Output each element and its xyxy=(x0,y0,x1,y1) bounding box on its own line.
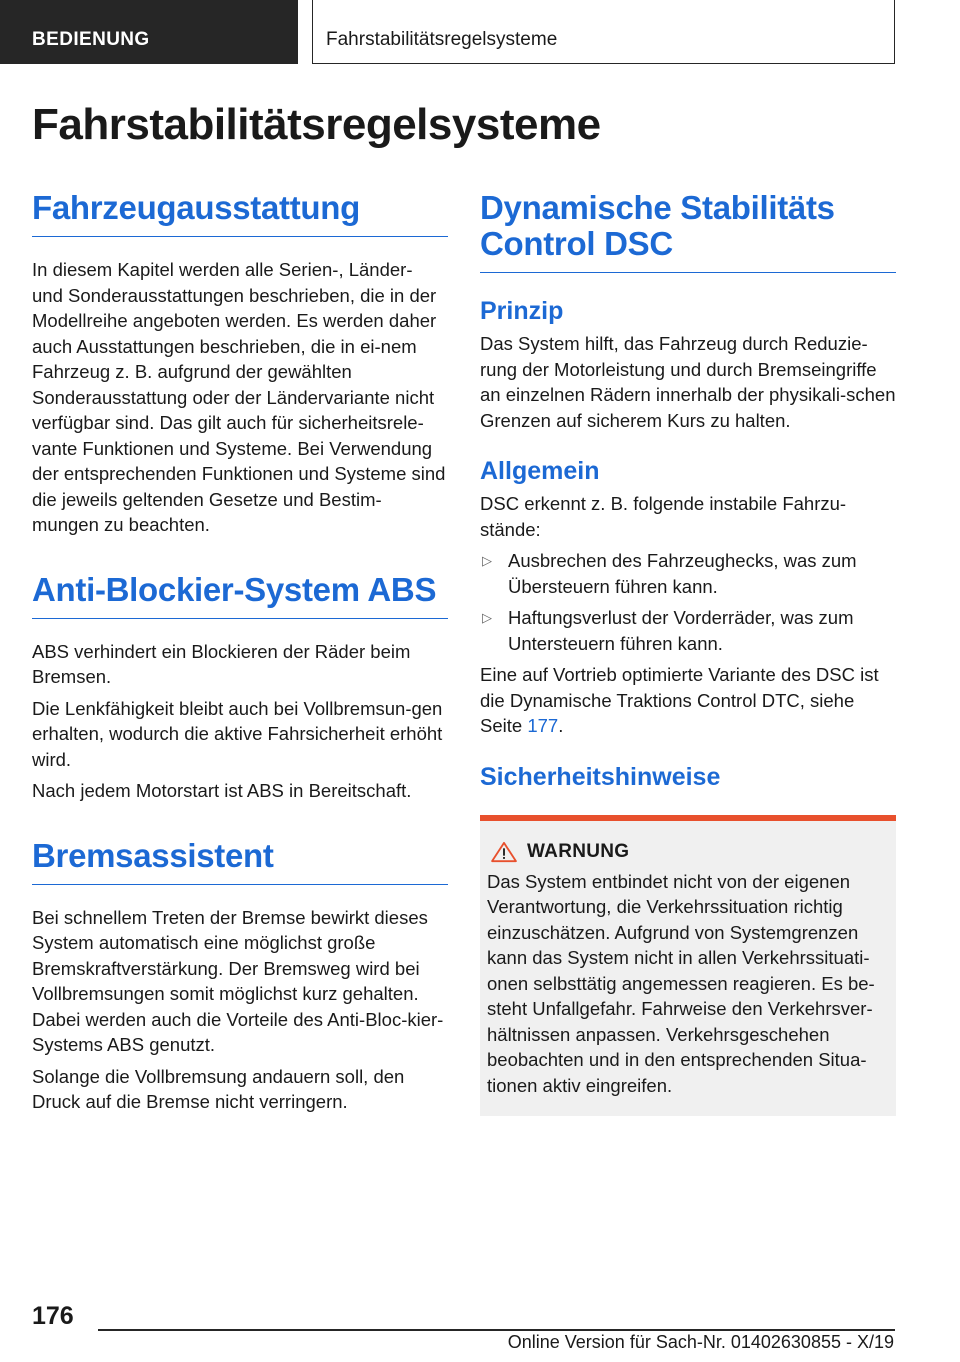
paragraph-abs-2: Die Lenkfähigkeit bleibt auch bei Vollbremsun-gen erhalten, wodurch die aktive Fahrsicherheit erhöht wird. xyxy=(32,697,443,770)
right-column xyxy=(480,190,896,1116)
triangle-bullet-icon: ▷ xyxy=(482,553,492,568)
header-section-tab: BEDIENUNG xyxy=(0,0,298,64)
heading-abs: Anti-Blockier-System ABS xyxy=(32,572,448,619)
paragraph-bremsassistent-2: Solange die Vollbremsung andauern soll, den Druck auf die Bremse nicht verringern. xyxy=(32,1065,405,1112)
heading-allgemein: Allgemein xyxy=(480,457,600,485)
section-abs xyxy=(32,572,448,804)
warning-title: WARNUNG xyxy=(527,840,630,862)
warning-header xyxy=(487,841,888,863)
heading-dsc: Dynamische Stabilitäts Control DSC xyxy=(480,190,896,273)
list-item xyxy=(480,605,896,656)
footer-divider xyxy=(98,1329,895,1331)
list-item xyxy=(480,548,896,599)
page-link-177[interactable]: 177 xyxy=(527,715,559,736)
dtc-text-end: . xyxy=(558,715,564,736)
paragraph-abs-1: ABS verhindert ein Blockieren der Räder beim Bremsen. xyxy=(32,640,411,687)
dtc-text: Eine auf Vortrieb optimierte Variante des DSC ist die Dynamische Traktions Control DTC, siehe Seite xyxy=(480,664,879,736)
paragraph-fahrzeugausstattung: In diesem Kapitel werden alle Serien-, Länder- und Sonderausstattungen beschrieben, die in der Modellreihe angeboten werden. Es werden daher auch Ausstattungen beschrieben, die in ei-nem Fahrzeug z. B. aufgrund der gewählten Sonderausstattung oder der Ländervariante nicht verfügbar sind. Das gilt auch für sicherheitsrele-vante Funktionen und Systeme. Bei Verwendung der entsprechenden Funktionen und Systeme sind die jeweils geltenden Gesetze und Bestim-mungen zu beachten. xyxy=(32,259,446,535)
page-title: Fahrstabilitätsregelsysteme xyxy=(32,100,601,149)
paragraph-abs-3: Nach jedem Motorstart ist ABS in Bereitschaft. xyxy=(32,780,412,801)
heading-fahrzeugausstattung: Fahrzeugausstattung xyxy=(32,190,448,237)
paragraph-dtc xyxy=(480,662,896,739)
triangle-bullet-icon: ▷ xyxy=(482,610,492,625)
list-item-text: Ausbrechen des Fahrzeughecks, was zum Übersteuern führen kann. xyxy=(508,550,857,597)
page-number: 176 xyxy=(32,1302,74,1330)
section-fahrzeugausstattung xyxy=(32,190,448,538)
section-dsc xyxy=(480,190,896,791)
header-chapter-title: Fahrstabilitätsregelsysteme xyxy=(312,0,895,64)
footer-version-text: Online Version für Sach-Nr. 01402630855 - X/19 xyxy=(507,1332,894,1352)
section-bremsassistent xyxy=(32,838,448,1115)
warning-text: Das System entbindet nicht von der eigenen Verantwortung, die Verkehrssituation richtig einzuschätzen. Aufgrund von Systemgrenzen kann das System nicht in allen Verkehrssituati-onen selbsttätig angemessen reagieren. Es be-steht Unfallgefahr. Fahrweise den Verkehrsver-hältnissen anpassen. Verkehrsgeschehen beobachten und in den entsprechenden Situa-tionen aktiv eingreifen. xyxy=(487,870,875,1096)
heading-bremsassistent: Bremsassistent xyxy=(32,838,448,885)
heading-prinzip: Prinzip xyxy=(480,297,564,325)
paragraph-bremsassistent-1: Bei schnellem Treten der Bremse bewirkt dieses System automatisch eine möglichst große Bremskraftverstärkung. Der Bremsweg wird bei Vollbremsungen somit möglichst kurz gehalten. Dabei werden auch die Vorteile des Anti-Bloc-kier-Systems ABS genutzt. xyxy=(32,906,444,1055)
heading-sicherheitshinweise: Sicherheitshinweise xyxy=(480,762,721,791)
left-column xyxy=(32,190,448,1115)
paragraph-allgemein: DSC erkennt z. B. folgende instabile Fahrzu-stände: xyxy=(480,493,847,540)
warning-box xyxy=(480,815,896,1117)
paragraph-prinzip: Das System hilft, das Fahrzeug durch Reduzie-rung der Motorleistung und durch Bremseingriffe an einzelnen Rädern innerhalb der physikali-schen Grenzen auf sicherem Kurs zu halten. xyxy=(480,333,896,431)
bullet-list xyxy=(480,548,896,656)
warning-triangle-icon xyxy=(489,841,519,863)
list-item-text: Haftungsverlust der Vorderräder, was zum Untersteuern führen kann. xyxy=(508,607,854,654)
